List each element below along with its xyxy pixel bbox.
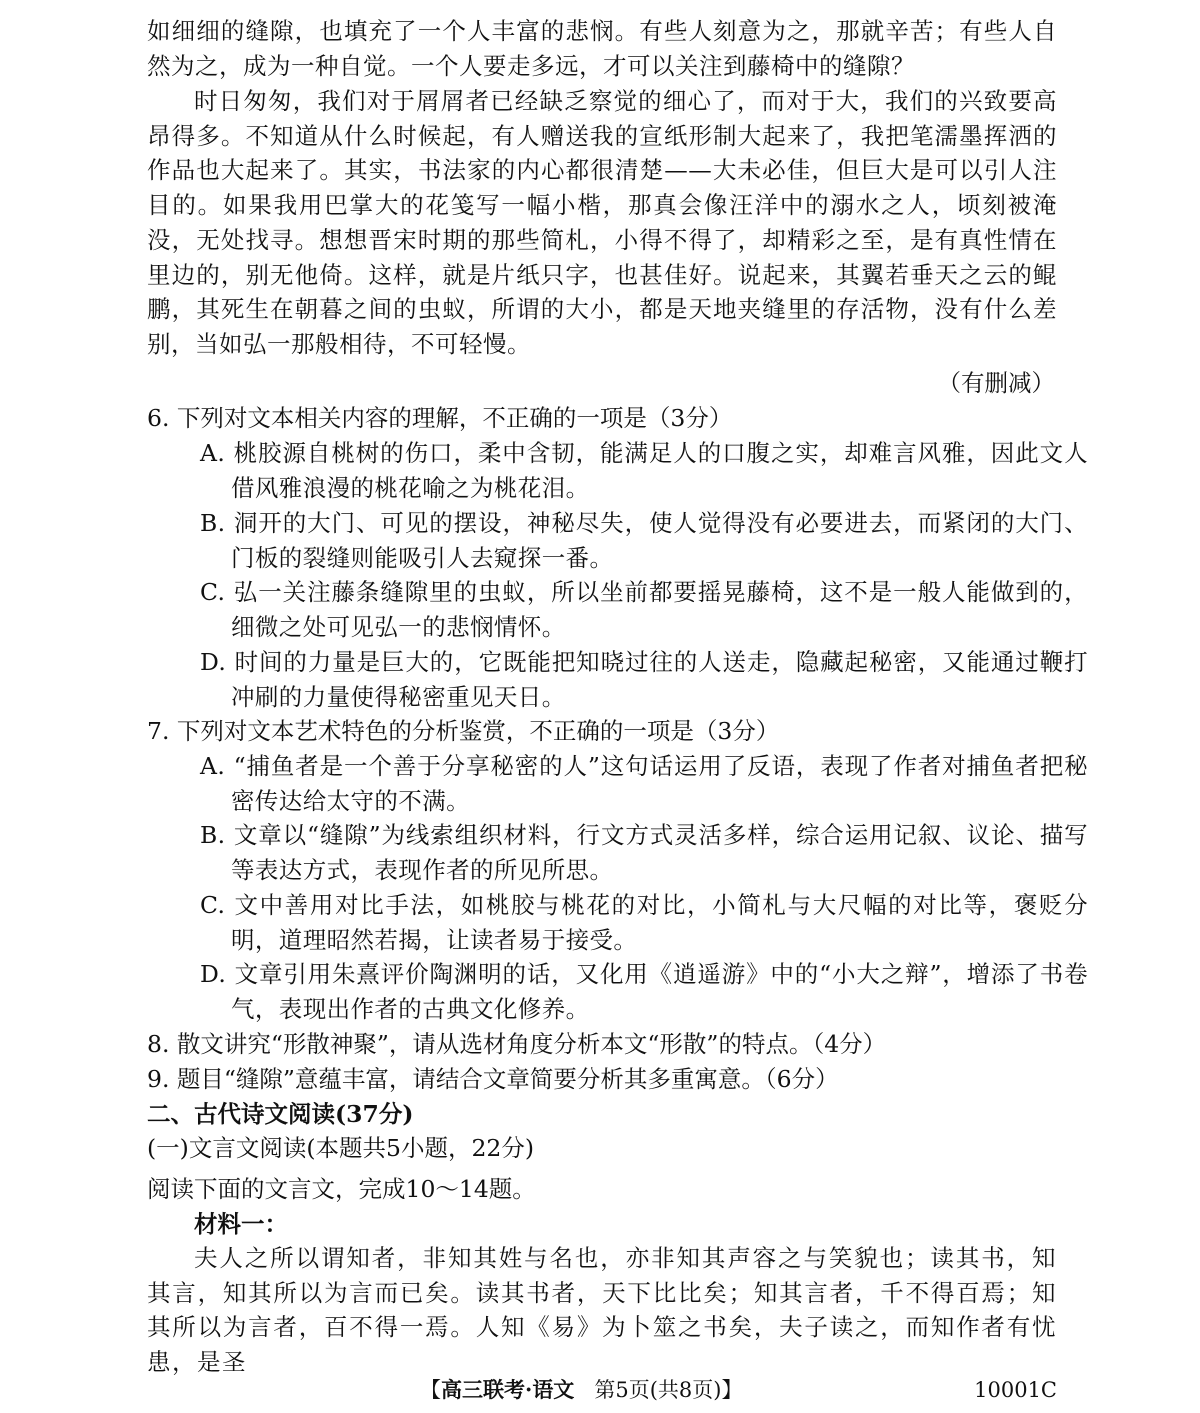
question-7-option-a: A. “捕鱼者是一个善于分享秘密的人”这句话运用了反语，表现了作者对捕鱼者把秘密传达给太守的不满。 [200,752,1088,815]
footer-exam-code: 10001C [974,1378,1057,1402]
question-6-option-d: D. 时间的力量是巨大的，它既能把知晓过往的人送走，隐藏起秘密，又能通过鞭打冲刷的力量使得秘密重见天日。 [200,648,1088,711]
question-6-option-b: B. 洞开的大门、可见的摆设，神秘尽失，使人觉得没有必要进去，而紧闭的大门、门板的裂缝则能吸引人去窥探一番。 [200,509,1088,572]
question-7-option-b: B. 文章以“缝隙”为线索组织材料，行文方式灵活多样，综合运用记叙、议论、描写等表达方式，表现作者的所见所思。 [200,821,1088,884]
material-1-label: 材料一： [194,1210,288,1238]
question-7-option-d: D. 文章引用朱熹评价陶渊明的话，又化用《逍遥游》中的“小大之辩”，增添了书卷气，表现出作者的古典文化修养。 [200,960,1088,1023]
question-9: 9. 题目“缝隙”意蕴丰富，请结合文章简要分析其多重寓意。（6分） [147,1065,839,1093]
passage-paragraph-2: 时日匆匆，我们对于屑屑者已经缺乏察觉的细心了，而对于大，我们的兴致要高昂得多。不知道从什么时候起，有人赠送我的宣纸形制大起来了，我把笔濡墨挥洒的作品也大起来了。其实，书法家的内心都很清楚——大未必佳，但巨大是可以引人注目的。如果我用巴掌大的花笺写一幅小楷，那真会像汪洋中的溺水之人，顷刻被淹没，无处找寻。想想晋宋时期的那些简札，小得不得了，却精彩之至，是有真性情在里边的，别无他倚。这样，就是片纸只字，也甚佳好。说起来，其翼若垂天之云的鲲鹏，其死生在朝暮之间的虫蚁，所谓的大小，都是天地夹缝里的存活物，没有什么差别，当如弘一那般相待，不可轻慢。 [147,87,1057,358]
question-6-option-c: C. 弘一关注藤条缝隙里的虫蚁，所以坐前都要摇晃藤椅，这不是一般人能做到的，细微之处可见弘一的悲悯情怀。 [200,578,1088,641]
material-1-text: 夫人之所以谓知者，非知其姓与名也，亦非知其声容之与笑貌也；读其书，知其言，知其所以为言而已矣。读其书者，天下比比矣；知其言者，千不得百焉；知其所以为言者，百不得一焉。人知《易》为卜筮之书矣，夫子读之，而知作者有忧患，是圣 [147,1244,1057,1377]
footer-exam: 高三联考 [441,1377,525,1402]
footer-subject: 语文 [532,1377,575,1402]
page-footer [420,1375,742,1405]
section-2-subtitle: (一)文言文阅读(本题共5小题，22分) [147,1134,535,1162]
section-2-title: 二、古代诗文阅读(37分) [147,1100,414,1128]
question-6-option-a: A. 桃胶源自桃树的伤口，柔中含韧，能满足人的口腹之实，却难言风雅，因此文人借风雅浪漫的桃花喻之为桃花泪。 [200,439,1088,502]
question-7-stem: 7. 下列对文本艺术特色的分析鉴赏，不正确的一项是（3分） [147,717,780,745]
question-8: 8. 散文讲究“形散神聚”，请从选材角度分析本文“形散”的特点。（4分） [147,1030,887,1058]
section-2-instruction: 阅读下面的文言文，完成10～14题。 [147,1175,536,1203]
question-6-stem: 6. 下列对文本相关内容的理解，不正确的一项是（3分） [147,404,733,432]
footer-dot: · [525,1377,533,1402]
question-7-option-c: C. 文中善用对比手法，如桃胶与桃花的对比，小简札与大尺幅的对比等，褒贬分明，道理昭然若揭，让读者易于接受。 [200,891,1088,954]
footer-page-number: 第5页(共8页) [594,1378,722,1402]
footer-left-bracket: 【 [420,1378,441,1402]
passage-paragraph-1: 如细细的缝隙，也填充了一个人丰富的悲悯。有些人刻意为之，那就辛苦；有些人自然为之，成为一种自觉。一个人要走多远，才可以关注到藤椅中的缝隙？ [147,17,1057,80]
footer-right-bracket: 】 [721,1378,743,1402]
abridged-note: （有删减） [937,369,1055,397]
